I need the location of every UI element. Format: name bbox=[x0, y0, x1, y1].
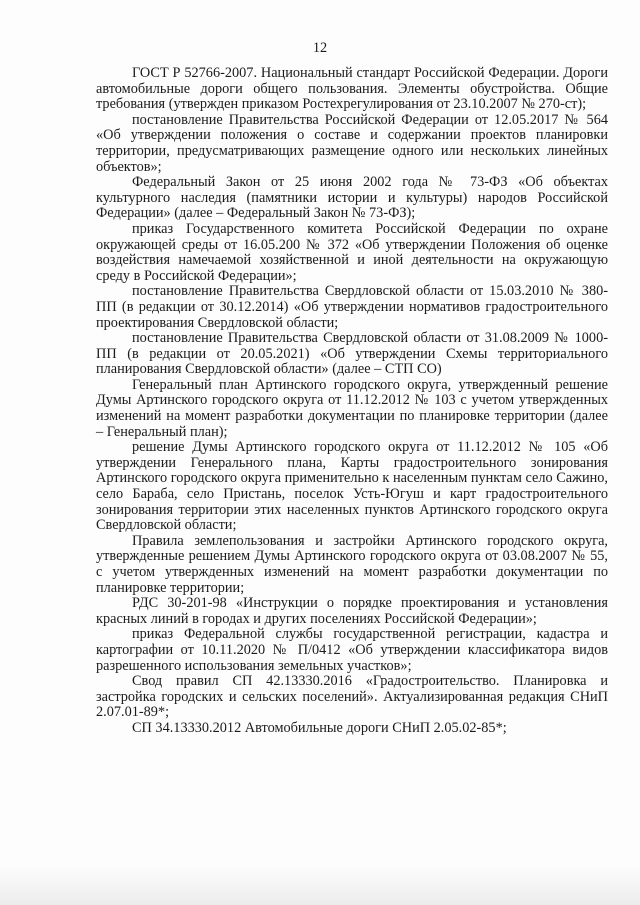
paragraph-duma-decision-105: решение Думы Артинского городского округа от 11.12.2012 № 105 «Об утверждении Генерального плана, Карты градостроительного зонирования Артинского городского округа применительно к населенным пунктам село Сажино, село Бараба, село Пристань, поселок Усть-Югуш и карт градостроительного зонирования территории этих населенных пунктов Артинского городского округа Свердловской области; bbox=[96, 439, 608, 534]
paragraph-order-372: приказ Государственного комитета Российской Федерации по охране окружающей среды от 16.05.200 № 372 «Об утверждении Положения об оценке воздействия намечаемой хозяйственной и иной деятельности на окружающую среду в Российской Федерации»; bbox=[96, 220, 608, 284]
paragraph-regional-decree-380: постановление Правительства Свердловской области от 15.03.2010 № 380-ПП (в редакции от 30.12.2014) «Об утверждении нормативов градостроительного проектирования Свердловской области; bbox=[96, 283, 608, 331]
paragraph-rosreestr-order: приказ Федеральной службы государственной регистрации, кадастра и картографии от 10.11.2020 № П/0412 «Об утверждении классификатора видов разрешенного использования земельных участков»; bbox=[96, 626, 608, 674]
paragraph-federal-law-73: Федеральный Закон от 25 июня 2002 года № 73-ФЗ «Об объектах культурного наследия (памятники истории и культуры) народов Российской Федерации» (далее – Федеральный Закон № 73-ФЗ); bbox=[96, 174, 608, 222]
paragraph-regional-decree-1000: постановление Правительства Свердловской области от 31.08.2009 № 1000-ПП (в редакции от 20.05.2021) «Об утверждении Схемы территориального планирования Свердловской области» (далее – СТП СО) bbox=[96, 330, 608, 378]
scan-edge-shadow bbox=[0, 865, 640, 905]
paragraph-land-use-rules: Правила землепользования и застройки Артинского городского округа, утвержденные решением Думы Артинского городского округа от 03.08.2007 № 55, с учетом утвержденных изменений на момент разработки документации по планировке территории; bbox=[96, 532, 608, 596]
page-number: 12 bbox=[312, 40, 328, 56]
paragraph-government-decree-564: постановление Правительства Российской Федерации от 12.05.2017 № 564 «Об утверждении положения о составе и содержании проектов планировки территории, предусматривающих размещение одного или нескольких линейных объектов»; bbox=[96, 111, 608, 175]
paragraph-gost: ГОСТ Р 52766-2007. Национальный стандарт Российской Федерации. Дороги автомобильные дороги общего пользования. Элементы обустройства. Общие требования (утвержден приказом Ростехрегулирования от 23.10.2007 № 270-ст); bbox=[96, 65, 608, 113]
paragraph-sp-34: СП 34.13330.2012 Автомобильные дороги СНиП 2.05.02-85*; bbox=[132, 719, 507, 736]
document-body bbox=[96, 66, 608, 737]
paragraph-rds-30-201-98: РДС 30-201-98 «Инструкции о порядке проектирования и установления красных линий в городах и других поселениях Российской Федерации»; bbox=[96, 595, 608, 627]
paragraph-general-plan: Генеральный план Артинского городского округа, утвержденный решение Думы Артинского городского округа от 11.12.2012 № 103 с учетом утвержденных изменений на момент разработки документации по планировке территории (далее – Генеральный план); bbox=[96, 376, 608, 440]
paragraph-sp-42: Свод правил СП 42.13330.2016 «Градостроительство. Планировка и застройка городских и сельских поселений». Актуализированная редакция СНиП 2.07.01-89*; bbox=[96, 673, 608, 721]
